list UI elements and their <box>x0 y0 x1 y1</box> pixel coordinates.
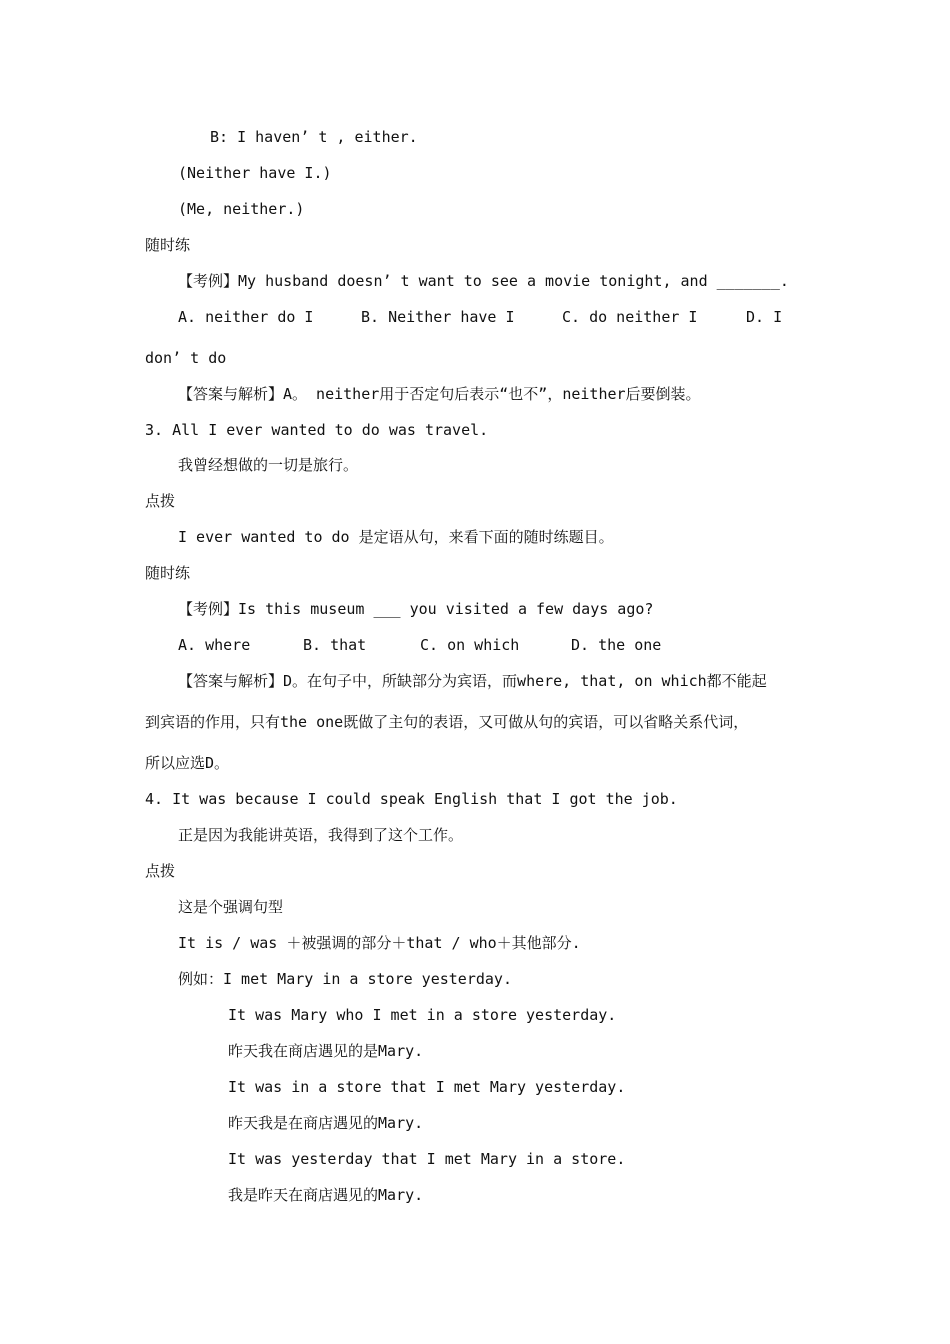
example-sentence: It was Mary who I met in a store yesterday. <box>228 1006 617 1024</box>
item-heading: 4. It was because I could speak English that I got the job. <box>145 790 678 808</box>
option-a: A. where <box>178 636 251 654</box>
answer-explanation: 【答案与解析】D。在句子中，所缺部分为宾语，而where, that, on which都不能起 <box>178 672 767 690</box>
section-heading-tip: 点拨 <box>145 862 176 880</box>
item-translation: 正是因为我能讲英语，我得到了这个工作。 <box>178 826 464 844</box>
section-heading-practice: 随时练 <box>145 236 191 254</box>
option-d-continued: don’ t do <box>145 349 227 367</box>
tip-pattern: It is / was ＋被强调的部分＋that / who＋其他部分. <box>178 934 581 952</box>
option-b: B. that <box>303 636 367 654</box>
example-sentence: It was in a store that I met Mary yesterday. <box>228 1078 626 1096</box>
answer-explanation-cont: 到宾语的作用，只有the one既做了主句的表语，又可做从句的宾语，可以省略关系代词， <box>145 713 749 731</box>
example-translation: 昨天我是在商店遇见的Mary. <box>228 1114 424 1132</box>
item-translation: 我曾经想做的一切是旅行。 <box>178 456 359 474</box>
example-translation: 昨天我在商店遇见的是Mary. <box>228 1042 424 1060</box>
option-a: A. neither do I <box>178 308 314 326</box>
option-d: D. I <box>746 308 783 326</box>
tip-text: I ever wanted to do 是定语从句，来看下面的随时练题目。 <box>178 528 614 546</box>
example-question: 【考例】My husband doesn’ t want to see a movie tonight, and _______. <box>178 272 789 290</box>
option-b: B. Neither have I <box>361 308 515 326</box>
answer-explanation: 【答案与解析】A。 neither用于否定句后表示“也不”，neither后要倒装。 <box>178 385 701 403</box>
option-c: C. do neither I <box>562 308 698 326</box>
option-d: D. the one <box>571 636 662 654</box>
section-heading-tip: 点拨 <box>145 492 176 510</box>
dialog-reply: B: I haven’ t , either. <box>210 128 418 146</box>
option-c: C. on which <box>420 636 520 654</box>
answer-explanation-cont: 所以应选D。 <box>145 754 230 772</box>
example-translation: 我是昨天在商店遇见的Mary. <box>228 1186 424 1204</box>
example-sentence: It was yesterday that I met Mary in a store. <box>228 1150 626 1168</box>
example-question: 【考例】Is this museum ___ you visited a few days ago? <box>178 600 654 618</box>
alt-reply-me-neither: (Me, neither.) <box>178 200 305 218</box>
item-heading: 3. All I ever wanted to do was travel. <box>145 421 489 439</box>
tip-text: 这是个强调句型 <box>178 898 284 916</box>
tip-example: 例如：I met Mary in a store yesterday. <box>178 970 512 988</box>
section-heading-practice: 随时练 <box>145 564 191 582</box>
alt-reply-neither-have: (Neither have I.) <box>178 164 332 182</box>
